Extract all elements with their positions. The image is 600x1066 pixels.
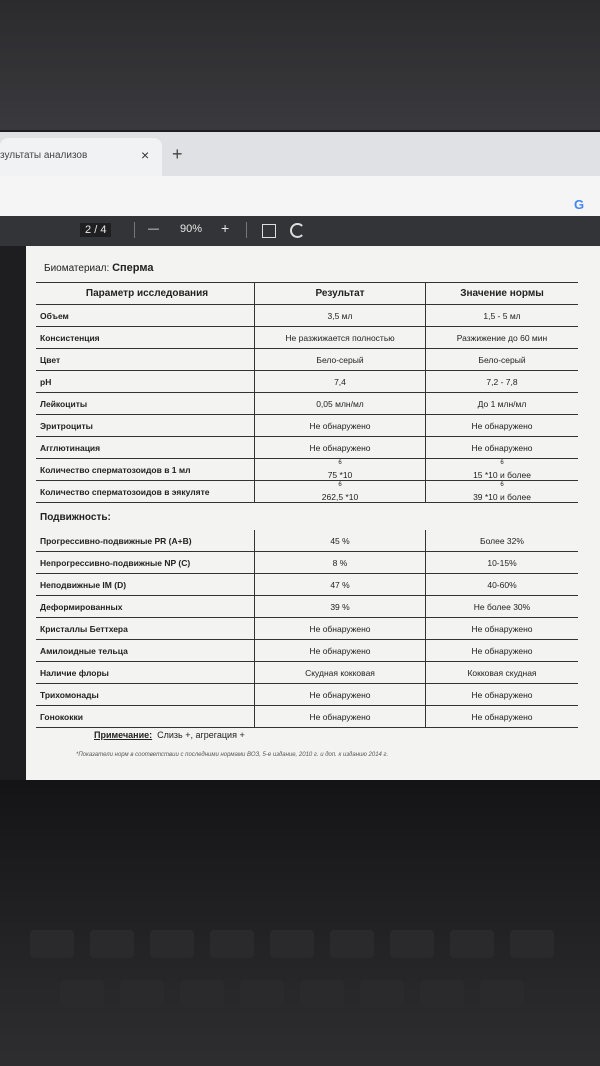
- norm-cell-text: Не обнаружено: [471, 442, 533, 453]
- result-cell: [255, 574, 426, 596]
- keyboard-key: [330, 930, 374, 958]
- result-cell-text: 8 %: [332, 557, 348, 568]
- norm-cell-text: Более 32%: [480, 535, 524, 546]
- parameter-cell-text: Агглютинация: [40, 442, 101, 453]
- result-cell-text: 0,05 млн/мл: [316, 398, 364, 409]
- result-cell: [255, 596, 426, 618]
- parameter-cell: [36, 481, 255, 503]
- result-cell: [255, 618, 426, 640]
- parameter-cell-text: pH: [40, 376, 52, 387]
- norm-cell: [426, 459, 579, 481]
- result-cell: [255, 415, 426, 437]
- biomaterial-line: [44, 262, 153, 274]
- keyboard-key: [90, 930, 134, 958]
- parameter-cell-text: Амилоидные тельца: [40, 645, 128, 656]
- keyboard-key: [300, 980, 344, 1008]
- result-cell: [255, 393, 426, 415]
- norm-cell: [426, 684, 579, 706]
- parameter-cell: [36, 349, 255, 371]
- parameter-cell: [36, 393, 255, 415]
- keyboard-key: [210, 930, 254, 958]
- result-cell: [255, 349, 426, 371]
- browser-tab[interactable]: [0, 138, 162, 176]
- note: [94, 730, 245, 740]
- result-cell: [255, 437, 426, 459]
- parameter-cell: [36, 596, 255, 618]
- column-header: Параметр исследования: [36, 283, 255, 305]
- norm-cell-text: 10-15%: [487, 557, 517, 568]
- biomaterial-label: Биоматериал:: [44, 263, 110, 274]
- norm-cell: [426, 552, 579, 574]
- parameter-cell: [36, 305, 255, 327]
- result-cell-text: Не разжижается полностью: [285, 332, 395, 343]
- pdf-toolbar: [0, 216, 600, 246]
- fit-page-icon[interactable]: [262, 224, 276, 238]
- result-cell-text: Не обнаружено: [309, 442, 371, 453]
- result-cell-text: 39 %: [330, 601, 350, 612]
- parameter-cell-text: Непрогрессивно-подвижные NP (C): [40, 557, 191, 568]
- result-cell-text: Не обнаружено: [309, 623, 371, 634]
- table-row: [36, 618, 578, 640]
- norm-cell-text: Не обнаружено: [471, 689, 533, 700]
- parameter-cell-text: Трихомонады: [40, 689, 99, 700]
- parameter-cell-text: Количество сперматозоидов в 1 мл: [40, 464, 191, 475]
- parameter-cell: [36, 640, 255, 662]
- parameter-cell: [36, 371, 255, 393]
- biomaterial-value: Сперма: [112, 262, 154, 274]
- parameter-cell: [36, 459, 255, 481]
- table-header-row: [36, 283, 578, 305]
- norm-cell: [426, 393, 579, 415]
- parameter-cell-text: Кристаллы Беттхера: [40, 623, 128, 634]
- norm-cell: [426, 305, 579, 327]
- close-tab-icon[interactable]: ×: [141, 147, 150, 163]
- result-cell: [255, 305, 426, 327]
- motility-table: [36, 530, 578, 728]
- keyboard-key: [60, 980, 104, 1008]
- note-text: Слизь +, агрегация +: [157, 730, 245, 740]
- norm-cell-text: 39 *10 и более: [473, 491, 531, 502]
- norm-cell: [426, 530, 579, 552]
- norm-cell: [426, 481, 579, 503]
- keyboard-key: [120, 980, 164, 1008]
- norm-cell: [426, 706, 579, 728]
- keyboard-key: [480, 980, 524, 1008]
- table-row: [36, 459, 578, 481]
- table-row: [36, 552, 578, 574]
- norm-cell: [426, 618, 579, 640]
- norm-cell: [426, 349, 579, 371]
- keyboard-key: [30, 930, 74, 958]
- norm-cell-text: Бело-серый: [478, 354, 526, 365]
- table-row: [36, 530, 578, 552]
- norm-cell-text: Разжижение до 60 мин: [456, 332, 548, 343]
- table-row: [36, 640, 578, 662]
- norm-cell-text: Кокковая скудная: [467, 667, 537, 678]
- parameter-cell: [36, 574, 255, 596]
- parameter-cell-text: Наличие флоры: [40, 667, 109, 678]
- norm-cell: [426, 327, 579, 349]
- parameter-cell: [36, 684, 255, 706]
- keyboard-key: [360, 980, 404, 1008]
- result-cell-text: 75 *10: [327, 469, 353, 480]
- result-cell: [255, 640, 426, 662]
- page-current: 2: [85, 224, 92, 236]
- result-cell: [255, 662, 426, 684]
- norm-cell-text: Не обнаружено: [471, 420, 533, 431]
- result-cell: [255, 530, 426, 552]
- keyboard-key: [180, 980, 224, 1008]
- parameter-cell: [36, 415, 255, 437]
- table-row: [36, 349, 578, 371]
- parameter-cell-text: Неподвижные IM (D): [40, 579, 127, 590]
- result-cell: [255, 706, 426, 728]
- result-cell-text: 262,5 *10: [321, 491, 359, 502]
- result-cell: [255, 684, 426, 706]
- norm-cell-text: Не более 30%: [473, 601, 531, 612]
- browser-tab-bar: [0, 132, 600, 176]
- result-cell-text: 3,5 мл: [327, 310, 353, 321]
- keyboard-key: [150, 930, 194, 958]
- exponent: 6: [338, 481, 342, 488]
- result-cell-text: Не обнаружено: [309, 711, 371, 722]
- parameter-cell: [36, 530, 255, 552]
- parameter-cell-text: Деформированных: [40, 601, 123, 612]
- note-label: Примечание:: [94, 730, 153, 740]
- footnote: *Показатели норм в соответствии с последними нормами ВОЗ, 5-е издание, 2010 г. и доп. к изданию 2014 г.: [76, 752, 389, 758]
- parameter-cell: [36, 327, 255, 349]
- table-row: [36, 684, 578, 706]
- table-row: [36, 574, 578, 596]
- google-icon[interactable]: G: [574, 197, 585, 212]
- norm-cell-text: 40-60%: [487, 579, 517, 590]
- table-row: [36, 706, 578, 728]
- norm-cell: [426, 437, 579, 459]
- parameter-cell-text: Цвет: [40, 354, 61, 365]
- pdf-page: [26, 246, 600, 780]
- norm-cell-text: Не обнаружено: [471, 645, 533, 656]
- norm-cell-text: 7,2 - 7,8: [486, 376, 518, 387]
- table-row: [36, 481, 578, 503]
- norm-cell-text: Не обнаружено: [471, 711, 533, 722]
- motility-title: Подвижность:: [40, 512, 111, 523]
- result-cell-text: Не обнаружено: [309, 645, 371, 656]
- column-header: Значение нормы: [426, 283, 579, 305]
- parameter-cell-text: Количество сперматозоидов в эякуляте: [40, 486, 210, 497]
- table-row: [36, 415, 578, 437]
- norm-cell: [426, 596, 579, 618]
- result-cell-text: Не обнаружено: [309, 689, 371, 700]
- keyboard-key: [450, 930, 494, 958]
- result-cell-text: 45 %: [330, 535, 350, 546]
- parameter-cell: [36, 706, 255, 728]
- parameter-cell: [36, 552, 255, 574]
- parameter-cell-text: Эритроциты: [40, 420, 93, 431]
- result-cell: [255, 481, 426, 503]
- table-row: [36, 662, 578, 684]
- norm-cell-text: Не обнаружено: [471, 623, 533, 634]
- table-row: [36, 327, 578, 349]
- norm-cell: [426, 662, 579, 684]
- result-cell-text: Не обнаружено: [309, 420, 371, 431]
- result-cell: [255, 552, 426, 574]
- zoom-in-button[interactable]: +: [221, 220, 230, 236]
- tab-title: зультаты анализов: [0, 150, 88, 161]
- norm-cell: [426, 371, 579, 393]
- result-cell-text: 47 %: [330, 579, 350, 590]
- exponent: 6: [500, 481, 504, 488]
- toolbar-divider: [134, 222, 135, 238]
- rotate-icon[interactable]: [290, 223, 305, 238]
- result-cell-text: 7,4: [334, 376, 346, 387]
- result-cell: [255, 327, 426, 349]
- zoom-level[interactable]: 90%: [180, 223, 203, 235]
- keyboard-key: [420, 980, 464, 1008]
- keyboard-key: [240, 980, 284, 1008]
- toolbar-divider: [246, 222, 247, 238]
- parameter-cell: [36, 618, 255, 640]
- column-header: Результат: [255, 283, 426, 305]
- page-separator: /: [94, 224, 98, 236]
- results-table: [36, 282, 578, 503]
- norm-cell: [426, 574, 579, 596]
- result-cell: [255, 459, 426, 481]
- page-total: 4: [100, 224, 107, 236]
- keyboard-key: [510, 930, 554, 958]
- exponent: 6: [500, 459, 504, 466]
- parameter-cell: [36, 662, 255, 684]
- exponent: 6: [338, 459, 342, 466]
- table-row: [36, 393, 578, 415]
- table-row: [36, 437, 578, 459]
- table-row: [36, 371, 578, 393]
- table-row: [36, 305, 578, 327]
- parameter-cell-text: Лейкоциты: [40, 398, 88, 409]
- keyboard-key: [390, 930, 434, 958]
- parameter-cell-text: Консистенция: [40, 332, 100, 343]
- new-tab-button[interactable]: +: [172, 144, 183, 164]
- zoom-out-button[interactable]: —: [148, 223, 159, 235]
- parameter-cell-text: Объем: [40, 310, 69, 321]
- norm-cell: [426, 640, 579, 662]
- laptop-keyboard-area: [0, 780, 600, 1066]
- page-number-input[interactable]: [80, 223, 111, 237]
- result-cell-text: Скудная кокковая: [305, 667, 375, 678]
- norm-cell-text: 1,5 - 5 мл: [483, 310, 521, 321]
- norm-cell: [426, 415, 579, 437]
- result-cell-text: Бело-серый: [316, 354, 364, 365]
- result-cell: [255, 371, 426, 393]
- norm-cell-text: 15 *10 и более: [473, 469, 531, 480]
- parameter-cell: [36, 437, 255, 459]
- table-row: [36, 596, 578, 618]
- norm-cell-text: До 1 млн/мл: [477, 398, 527, 409]
- background-wall: [0, 0, 600, 130]
- parameter-cell-text: Гонококки: [40, 711, 83, 722]
- keyboard-key: [270, 930, 314, 958]
- parameter-cell-text: Прогрессивно-подвижные PR (A+B): [40, 535, 192, 546]
